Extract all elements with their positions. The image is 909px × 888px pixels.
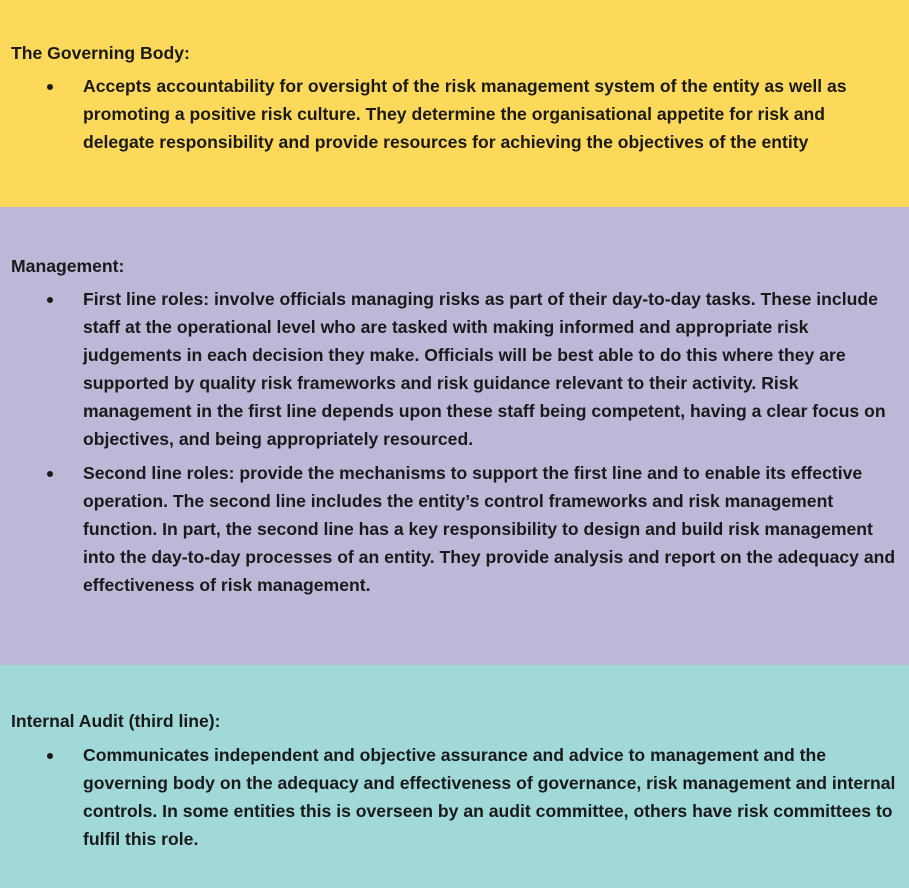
internal-audit-list: [0, 741, 909, 859]
list-item: [0, 459, 909, 599]
list-item-text: First line roles: involve officials managing risks as part of their day-to-day tasks. These include staff at the operational level who are tasked with making informed and appropriate risk judgements in each decision they make. Officials will be best able to do this where they are supported by quality risk frameworks and risk guidance relevant to their activity. Risk management in the first line depends upon these staff being competent, having a clear focus on objectives, and being appropriately resourced.: [83, 289, 886, 449]
list-item: [0, 741, 909, 853]
management-list: [0, 285, 909, 605]
list-item-text: Accepts accountability for oversight of the risk management system of the entity as well as promoting a positive risk culture. They determine the organisational appetite for risk and delegate responsibility and provide resources for achieving the objectives of the entity: [83, 76, 847, 152]
bullet-icon: [47, 297, 53, 303]
governing-body-section: [0, 0, 909, 207]
management-section: [0, 207, 909, 665]
governing-body-heading: The Governing Body:: [11, 43, 190, 63]
internal-audit-section: [0, 665, 909, 888]
governing-body-list: [0, 72, 909, 162]
bullet-icon: [47, 753, 53, 759]
list-item-text: Communicates independent and objective assurance and advice to management and the governing body on the adequacy and effectiveness of governance, risk management and internal controls. In some entities this is overseen by an audit committee, others have risk committees to fulfil this role.: [83, 745, 896, 849]
list-item: [0, 72, 909, 156]
internal-audit-heading: Internal Audit (third line):: [11, 711, 221, 731]
management-heading: Management:: [11, 256, 125, 276]
list-item-text: Second line roles: provide the mechanisms to support the first line and to enable its effective operation. The second line includes the entity’s control frameworks and risk management function. In part, the second line has a key responsibility to design and build risk management into the day-to-day processes of an entity. They provide analysis and report on the adequacy and effectiveness of risk management.: [83, 463, 896, 595]
bullet-icon: [47, 471, 53, 477]
bullet-icon: [47, 84, 53, 90]
list-item: [0, 285, 909, 453]
